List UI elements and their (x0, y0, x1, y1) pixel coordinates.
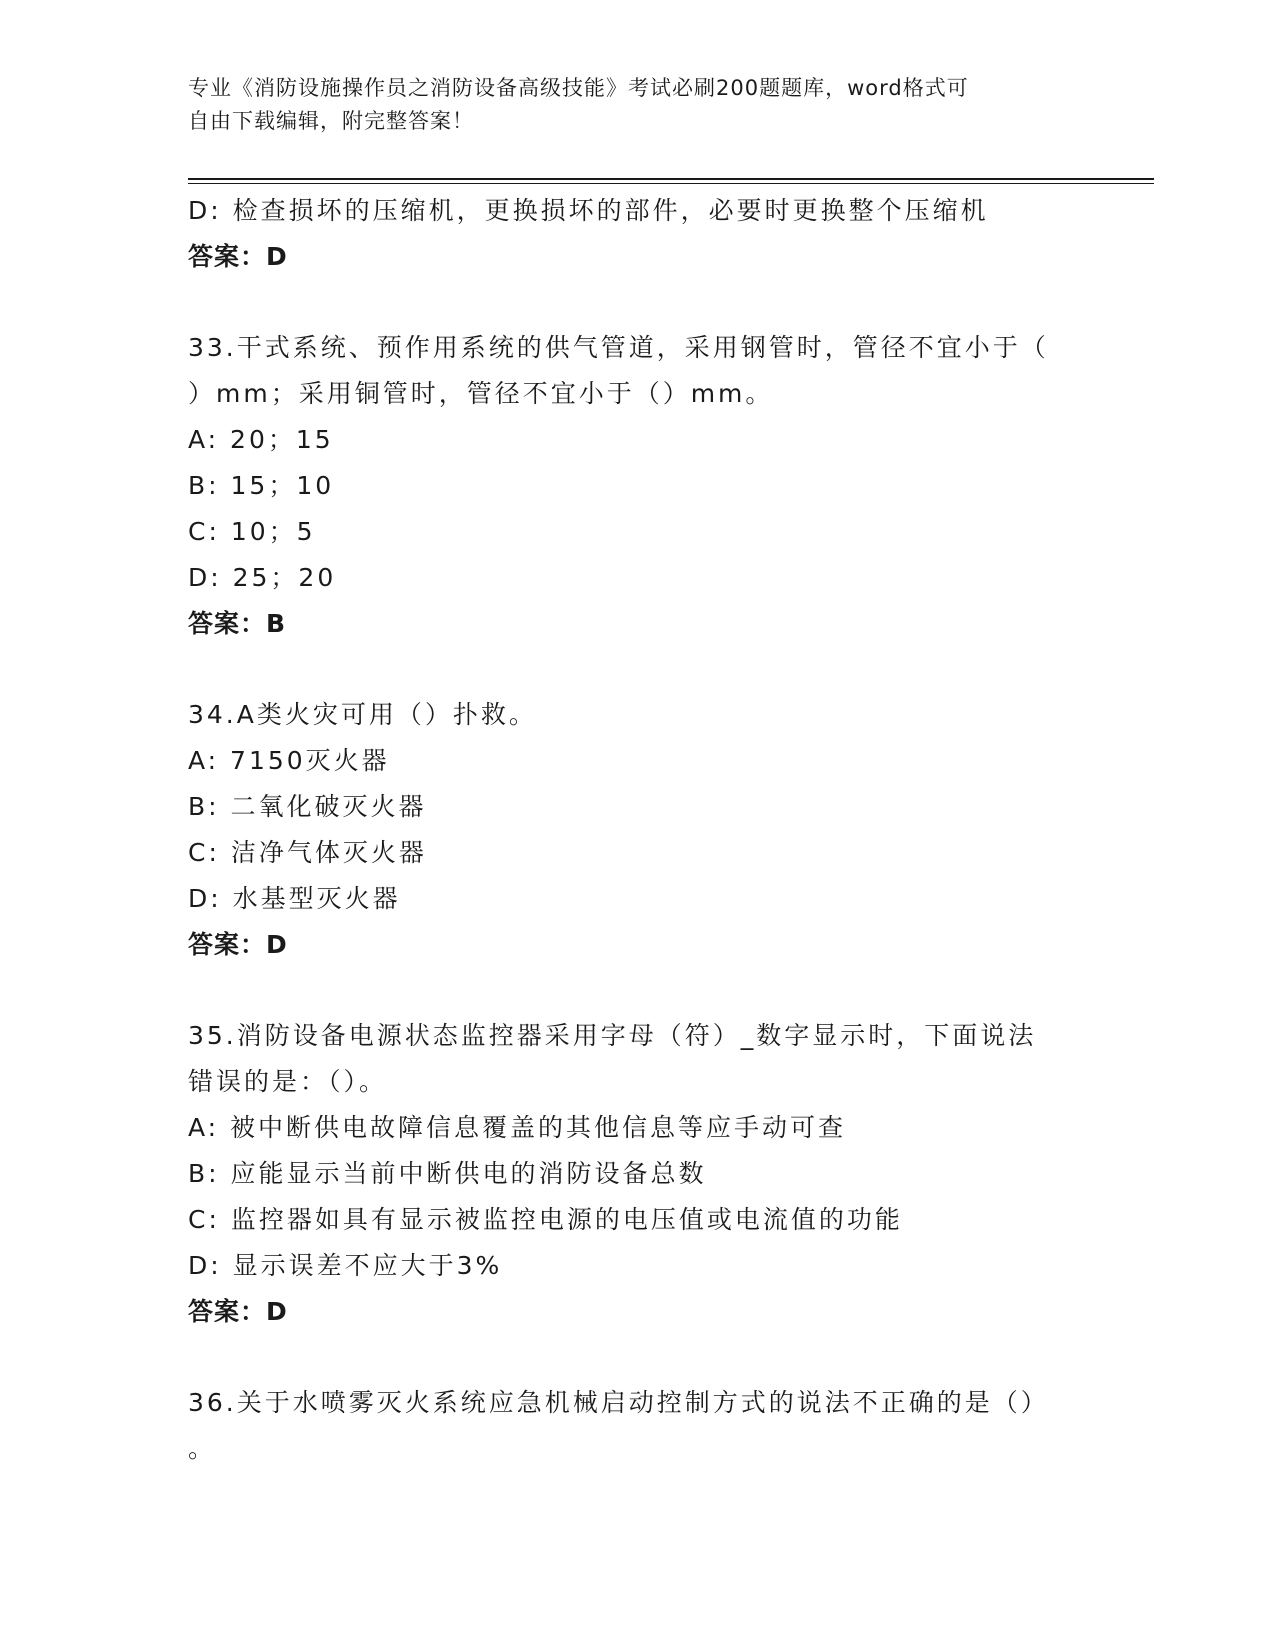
header-divider-thick (188, 178, 1154, 180)
option-d: D: 25；20 (188, 563, 337, 592)
question-36 (188, 1380, 1088, 1472)
spacer (188, 968, 1088, 1013)
option-d: D: 显示误差不应大于3% (188, 1251, 503, 1280)
answer-line: 答案：D (188, 930, 288, 959)
answer-line: 答案：D (188, 242, 288, 271)
answer-line: 答案：B (188, 609, 287, 638)
question-stem-line-1: 36.关于水喷雾灭火系统应急机械启动控制方式的说法不正确的是（） (188, 1388, 1049, 1417)
spacer (188, 647, 1088, 692)
option-b: B: 15；10 (188, 471, 335, 500)
question-stem-line-2: 错误的是：（）。 (188, 1067, 388, 1096)
question-33 (188, 325, 1088, 647)
question-list (188, 188, 1088, 1472)
question-stem-line-1: 33.干式系统、预作用系统的供气管道，采用钢管时，管径不宜小于（ (188, 333, 1049, 362)
option-d: D: 检查损坏的压缩机，更换损坏的部件，必要时更换整个压缩机 (188, 196, 989, 225)
option-c: C: 10；5 (188, 517, 316, 546)
option-a: A: 20；15 (188, 425, 334, 454)
question-stem-line-2: ）mm；采用铜管时，管径不宜小于（）mm。 (188, 379, 774, 408)
question-stem-line-2: 。 (188, 1434, 217, 1463)
spacer (188, 1335, 1088, 1380)
header-title-line-1: 专业《消防设施操作员之消防设备高级技能》考试必刷200题题库，word格式可 (188, 76, 969, 100)
question-stem-line-1: 35.消防设备电源状态监控器采用字母（符）_数字显示时，下面说法 (188, 1021, 1037, 1050)
option-c: C: 监控器如具有显示被监控电源的电压值或电流值的功能 (188, 1205, 903, 1234)
page-header (188, 72, 1068, 138)
answer-line: 答案：D (188, 1297, 288, 1326)
header-divider-thin (188, 183, 1154, 184)
option-a: A: 被中断供电故障信息覆盖的其他信息等应手动可查 (188, 1113, 847, 1142)
option-b: B: 二氧化破灭火器 (188, 792, 427, 821)
question-35 (188, 1013, 1088, 1335)
option-d: D: 水基型灭火器 (188, 884, 401, 913)
header-title-line-2: 自由下载编辑，附完整答案！ (188, 109, 474, 133)
question-stem-line-1: 34.A类火灾可用（）扑救。 (188, 700, 537, 729)
question-34 (188, 692, 1088, 968)
spacer (188, 280, 1088, 325)
option-b: B: 应能显示当前中断供电的消防设备总数 (188, 1159, 707, 1188)
option-c: C: 洁净气体灭火器 (188, 838, 427, 867)
option-a: A: 7150灭火器 (188, 746, 390, 775)
question-32-continued (188, 188, 1088, 280)
